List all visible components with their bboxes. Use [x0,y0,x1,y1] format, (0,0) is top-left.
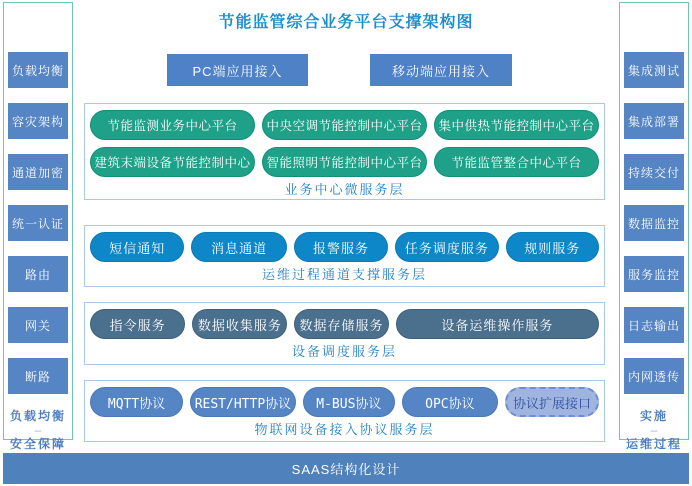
node-data-storage-service: 数据存储服务 [294,309,388,339]
business-center-microservice-layer [84,103,605,200]
node-data-collection-service: 数据收集服务 [192,309,287,339]
node-rest-http-protocol: REST/HTTP协议 [190,387,296,417]
left-pillar-footer-dash: – [34,423,42,437]
left-pillar-item-routing: 路由 [8,256,68,292]
device-dispatch-service-layer [84,302,605,365]
right-pillar-footer-line1: 实施 [639,409,668,423]
left-pillar-item-circuit-break: 断路 [8,358,68,394]
right-pillar-footer-dash: – [650,423,658,437]
node-opc-protocol: OPC协议 [402,387,498,417]
right-pillar-item-data-monitoring: 数据监控 [624,205,684,241]
right-pillar-item-intranet-passthrough: 内网透传 [624,358,684,394]
node-building-terminal-control-center: 建筑末端设备节能控制中心 [90,147,255,177]
left-pillar-footer-line2: 安全保障 [9,437,66,452]
right-pillar-footer-line2: 运维过程 [625,437,682,452]
node-device-ops-service: 设备运维操作服务 [396,309,599,339]
channel-layer-label: 运维过程通道支撑服务层 [261,267,427,282]
left-pillar-item-channel-encryption: 通道加密 [8,154,68,190]
left-pillar-item-load-balancing: 负载均衡 [8,52,68,88]
node-sms-notification: 短信通知 [90,232,184,262]
pc-access-button: PC端应用接入 [167,54,308,86]
node-central-heating-control-center: 集中供热节能控制中心平台 [434,110,599,140]
node-task-scheduling-service: 任务调度服务 [395,232,498,262]
channel-row [90,232,599,262]
diagram-title: 节能监管综合业务平台支撑架构图 [218,14,474,31]
node-mbus-protocol: M-BUS协议 [303,387,395,417]
node-alarm-service: 报警服务 [294,232,388,262]
node-supervision-integration-center: 节能监管整合中心平台 [434,147,599,177]
mobile-access-button: 移动端应用接入 [370,54,512,86]
left-pillar [3,2,73,452]
right-pillar-item-integration-test: 集成测试 [624,52,684,88]
node-mqtt-protocol: MQTT协议 [90,387,183,417]
node-message-channel: 消息通道 [191,232,286,262]
left-pillar-item-disaster-recovery: 容灾架构 [8,103,68,139]
iot-protocol-access-layer [84,380,605,442]
node-rule-service: 规则服务 [506,232,599,262]
right-pillar [619,2,689,452]
node-protocol-extension-interface: 协议扩展接口 [505,387,599,417]
dispatch-row [90,309,599,339]
node-central-ac-control-center: 中央空调节能控制中心平台 [262,110,427,140]
node-command-service: 指令服务 [90,309,185,339]
right-pillar-item-log-output: 日志输出 [624,307,684,343]
left-pillar-item-unified-auth: 统一认证 [8,205,68,241]
business-row-2 [90,147,599,177]
right-pillar-item-service-monitoring: 服务监控 [624,256,684,292]
business-layer-label: 业务中心微服务层 [284,182,405,197]
saas-structure-bar: SAAS结构化设计 [3,453,689,484]
business-row-1 [90,110,599,140]
right-pillar-item-integration-deploy: 集成部署 [624,103,684,139]
protocol-layer-label: 物联网设备接入协议服务层 [254,422,435,437]
node-smart-lighting-control-center: 智能照明节能控制中心平台 [262,147,427,177]
left-pillar-footer-line1: 负载均衡 [9,409,66,423]
node-energy-monitoring-center: 节能监测业务中心平台 [90,110,255,140]
dispatch-layer-label: 设备调度服务层 [291,344,397,359]
right-pillar-item-continuous-delivery: 持续交付 [624,154,684,190]
ops-channel-support-layer [84,225,605,287]
left-pillar-item-gateway: 网关 [8,307,68,343]
protocol-row [90,387,599,417]
